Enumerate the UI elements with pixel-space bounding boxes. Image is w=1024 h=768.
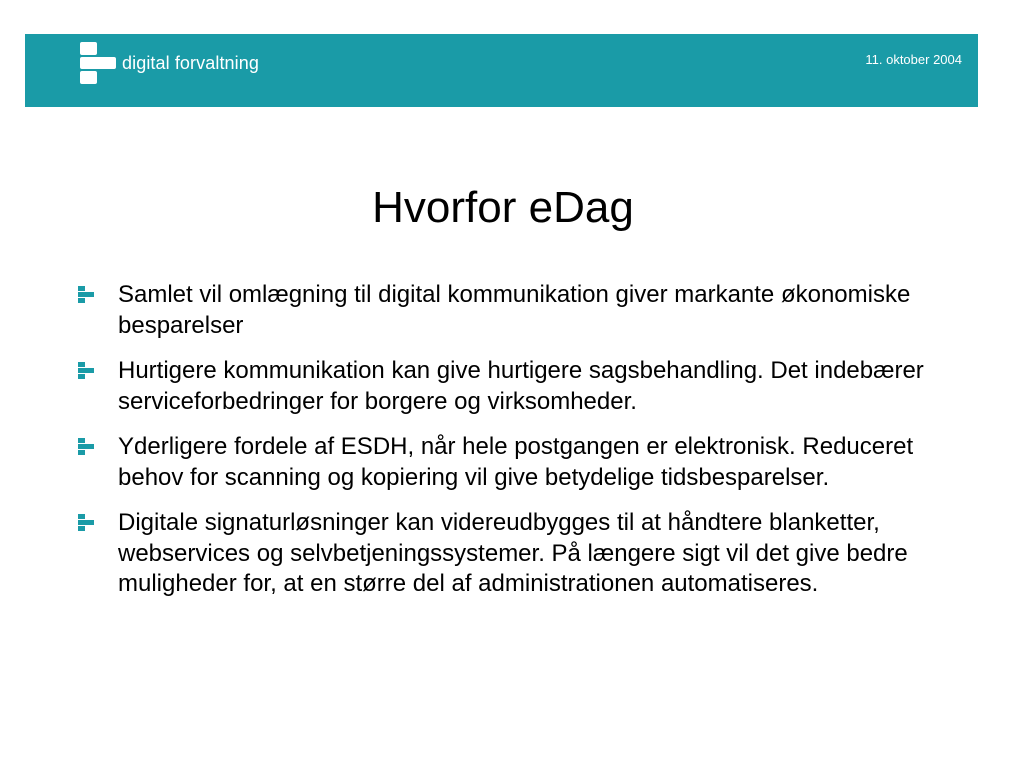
bullet-item [78,280,948,341]
bullet-item [78,356,948,417]
bullet-text: Yderligere fordele af ESDH, når hele postgangen er elektronisk. Reduceret behov for scanning og kopiering vil give betydelige tidsbesparelser. [118,433,914,491]
arrow-bullet-icon [78,286,95,303]
digital-forvaltning-logo-icon [80,42,116,84]
arrow-bullet-icon [78,438,95,455]
bullet-list [78,280,948,615]
bullet-item [78,508,948,600]
slide-title: Hvorfor eDag [372,183,634,232]
header-bar [25,34,978,107]
logo-text: digital forvaltning [122,52,259,73]
logo [80,42,259,84]
slide-date: 11. oktober 2004 [865,52,962,67]
bullet-text: Digitale signaturløsninger kan videreudbygges til at håndtere blanketter, webservices og selvbetjeningssystemer. På længere sigt vil det give bedre muligheder for, at en større del af administrationen automatiseres. [118,509,908,597]
arrow-bullet-icon [78,514,95,531]
arrow-bullet-icon [78,362,95,379]
bullet-text: Samlet vil omlægning til digital kommunikation giver markante økonomiske besparelser [118,281,911,339]
bullet-text: Hurtigere kommunikation kan give hurtigere sagsbehandling. Det indebærer serviceforbedringer for borgere og virksomheder. [118,357,924,415]
bullet-item [78,432,948,493]
